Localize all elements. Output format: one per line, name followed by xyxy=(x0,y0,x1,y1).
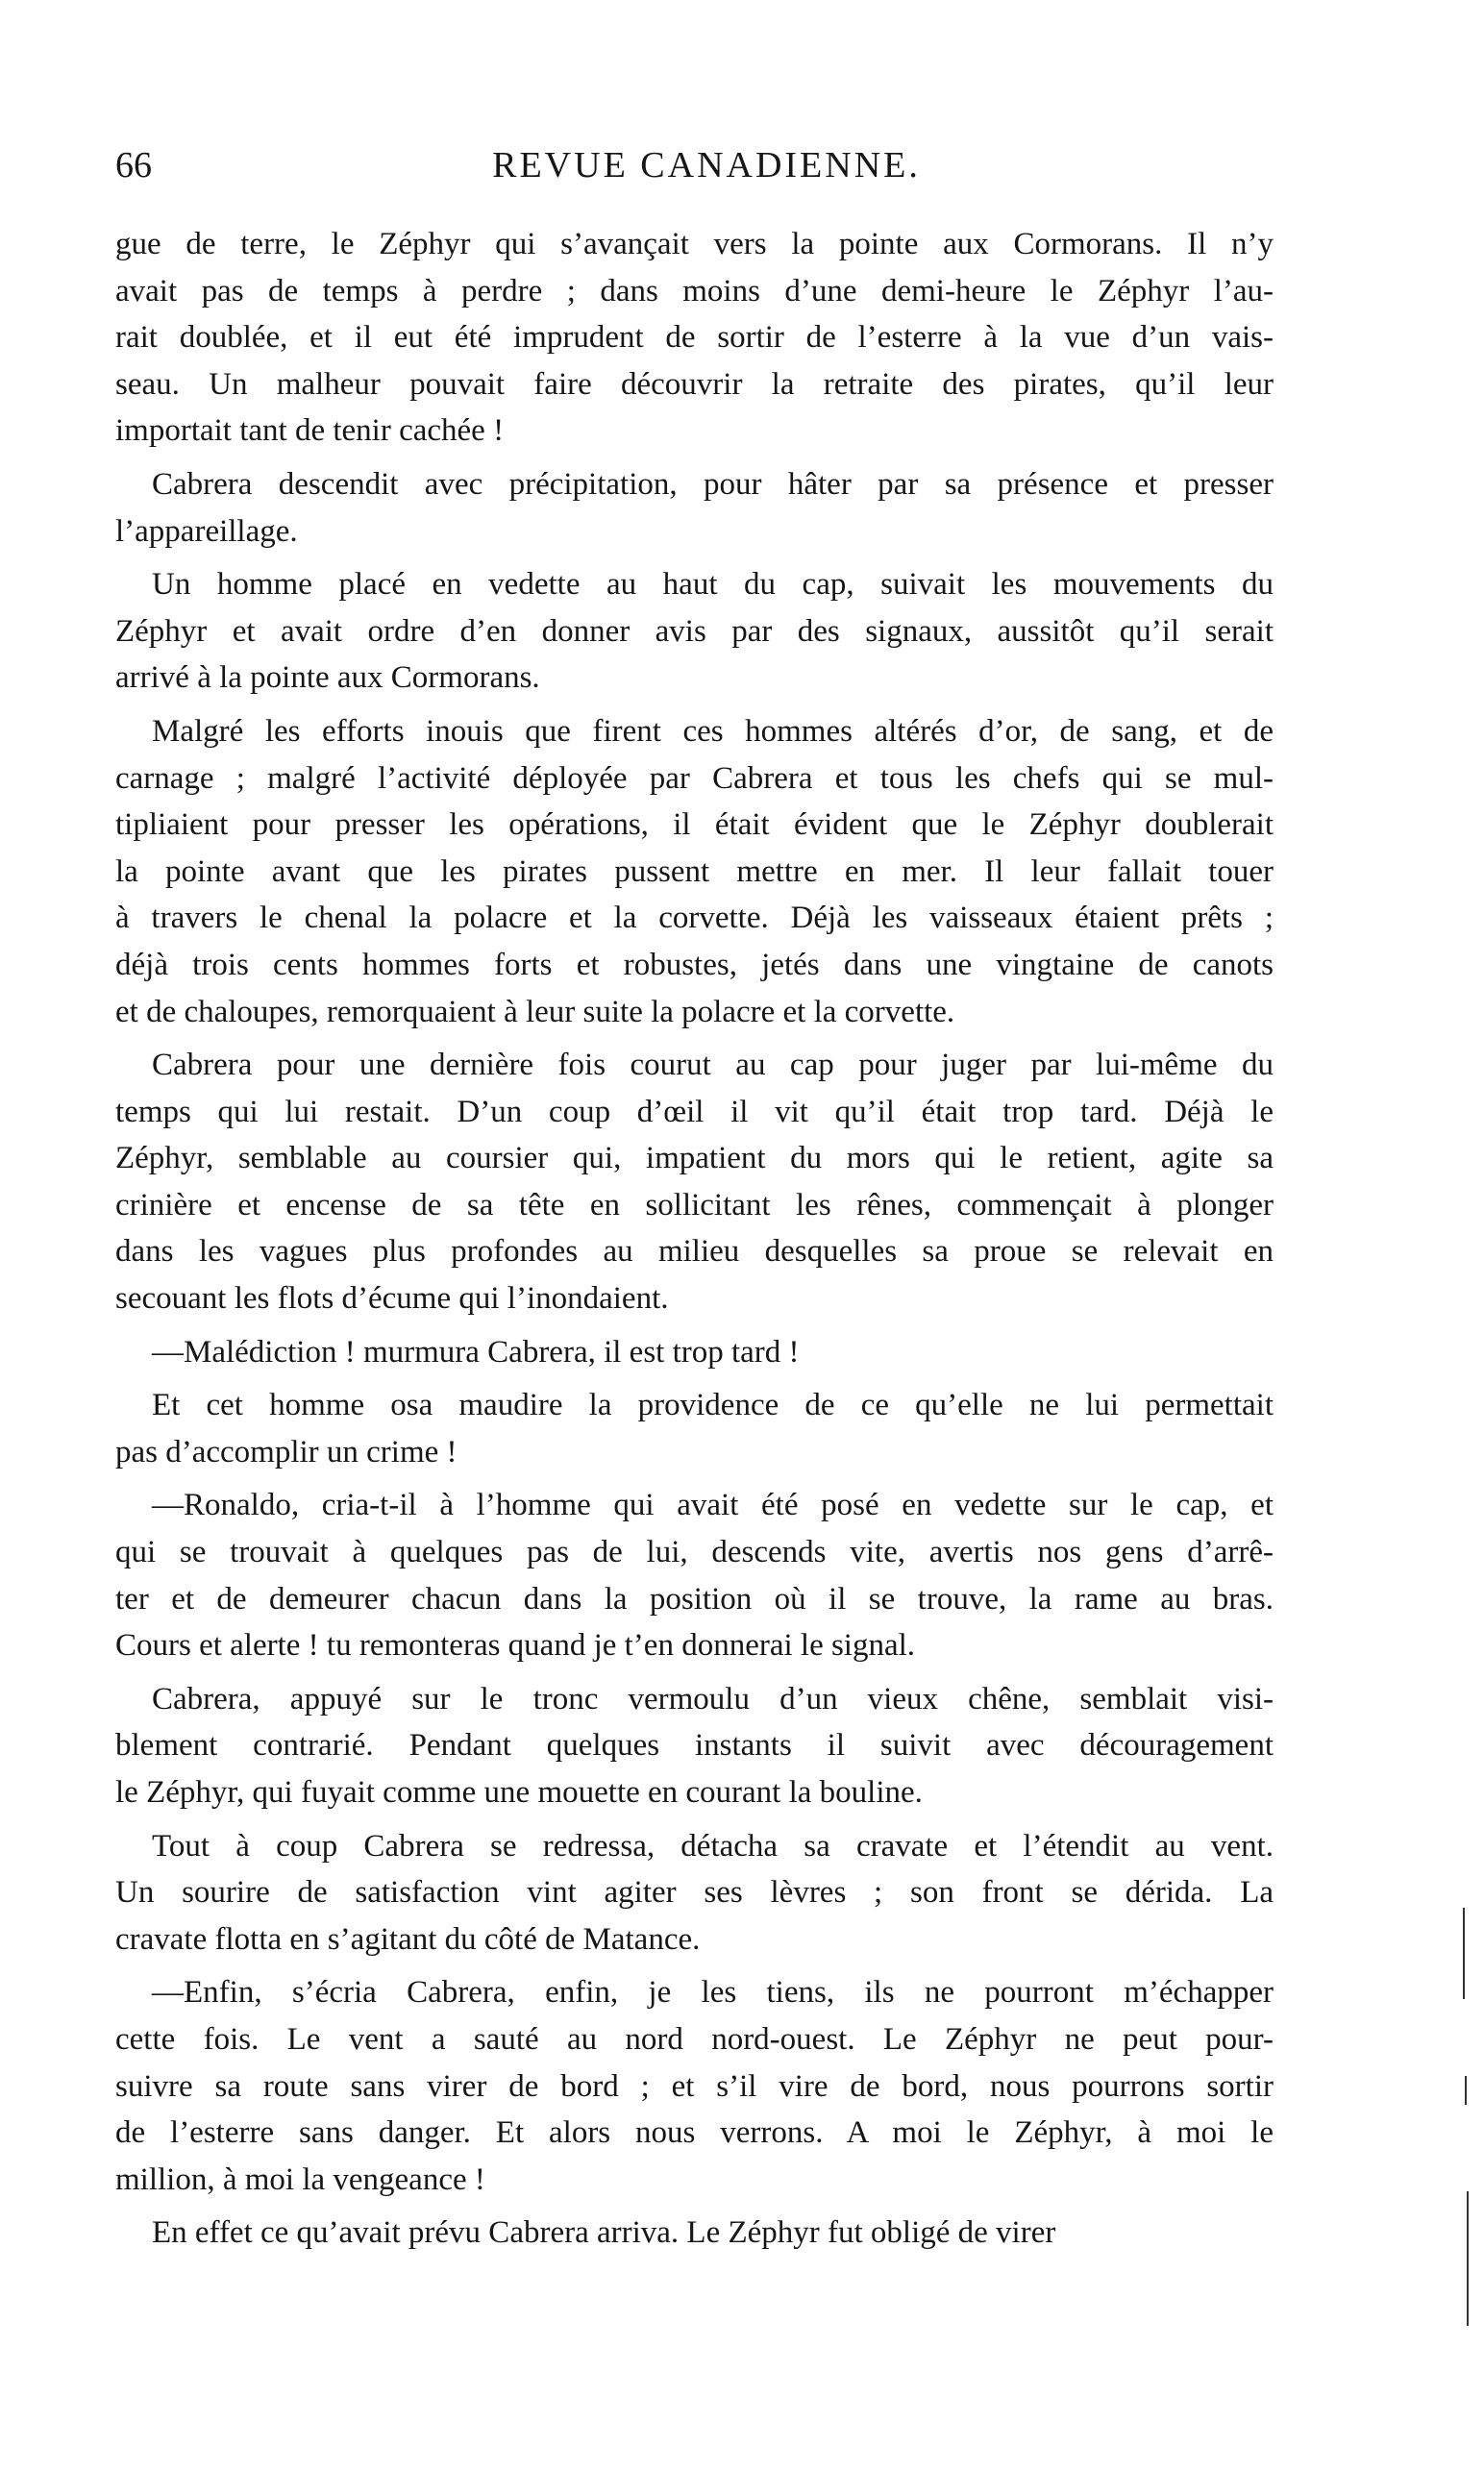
text-line: dans les vagues plus profondes au milieu desquelles sa proue se relevait en xyxy=(115,1234,1274,1270)
text-line: En effet ce qu’avait prévu Cabrera arriva. Le Zéphyr fut obligé de virer xyxy=(152,2215,1056,2251)
text-line: rait doublée, et il eut été imprudent de sortir de l’esterre à la vue d’un vais- xyxy=(115,320,1274,356)
text-line: crinière et encense de sa tête en sollicitant les rênes, commençait à plonger xyxy=(115,1187,1274,1223)
paragraph xyxy=(115,561,1274,702)
text-line: ter et de demeurer chacun dans la position où il se trouve, la rame au bras. xyxy=(115,1581,1274,1617)
text-line: Cours et alerte ! tu remonteras quand je t’en donnerai le signal. xyxy=(115,1628,916,1664)
paragraph-gap xyxy=(115,2203,1274,2210)
text-line: cette fois. Le vent a sauté au nord nord-ouest. Le Zéphyr ne peut pour- xyxy=(115,2021,1274,2057)
paragraph xyxy=(115,1042,1274,1322)
text-line: carnage ; malgré l’activité déployée par Cabrera et tous les chefs qui se mul- xyxy=(115,760,1274,796)
margin-rule-mark xyxy=(1467,2191,1469,2326)
text-line: gue de terre, le Zéphyr qui s’avançait vers la pointe aux Cormorans. Il n’y xyxy=(115,227,1274,261)
text-line: Et cet homme osa maudire la providence de ce qu’elle ne lui permettait xyxy=(152,1388,1274,1423)
text-line: importait tant de tenir cachée ! xyxy=(115,413,505,449)
paragraph-gap xyxy=(115,702,1274,708)
text-line: Zéphyr, semblable au coursier qui, impatient du mors qui le retient, agite sa xyxy=(115,1141,1274,1176)
text-line: la pointe avant que les pirates pussent mettre en mer. Il leur fallait touer xyxy=(115,853,1274,889)
text-line: qui se trouvait à quelques pas de lui, descends vite, avertis nos gens d’arrê- xyxy=(115,1535,1274,1570)
paragraph xyxy=(115,708,1274,1035)
text-line: avait pas de temps à perdre ; dans moins d’une demi-heure le Zéphyr l’au- xyxy=(115,273,1274,309)
text-line: déjà trois cents hommes forts et robustes, jetés dans une vingtaine de canots xyxy=(115,947,1274,982)
text-line: de l’esterre sans danger. Et alors nous verrons. A moi le Zéphyr, à moi le xyxy=(115,2115,1274,2151)
paragraph xyxy=(115,461,1274,555)
paragraph-gap xyxy=(115,555,1274,561)
margin-rule-mark xyxy=(1465,2076,1467,2105)
text-line: Un sourire de satisfaction vint agiter ses lèvres ; son front se dérida. La xyxy=(115,1875,1274,1911)
paragraph-gap xyxy=(115,1963,1274,1969)
journal-title: REVUE CANADIENNE. xyxy=(492,145,921,185)
text-line: tipliaient pour presser les opérations, il était évident que le Zéphyr doublerait xyxy=(115,807,1274,843)
paragraph xyxy=(115,1382,1274,1475)
text-line: l’appareillage. xyxy=(115,513,298,549)
text-line: à travers le chenal la polacre et la corvette. Déjà les vaisseaux étaient prêts ; xyxy=(115,901,1274,936)
paragraph xyxy=(115,2210,1274,2257)
text-line: seau. Un malheur pouvait faire découvrir la retraite des pirates, qu’il leur xyxy=(115,366,1274,402)
paragraph-gap xyxy=(115,1669,1274,1676)
paragraph-gap xyxy=(115,1816,1274,1823)
text-line: suivre sa route sans virer de bord ; et s’il vire de bord, nous pourrons sortir xyxy=(115,2068,1274,2104)
running-head xyxy=(115,144,1274,192)
text-line: —Enfin, s’écria Cabrera, enfin, je les tiens, ils ne pourront m’échapper xyxy=(152,1975,1274,2011)
paragraph xyxy=(115,1482,1274,1668)
text-line: blement contrarié. Pendant quelques instants il suivit avec découragement xyxy=(115,1728,1274,1764)
paragraph-gap xyxy=(115,1475,1274,1482)
text-line: Cabrera, appuyé sur le tronc vermoulu d’un vieux chêne, semblait visi- xyxy=(152,1681,1274,1717)
paragraph-gap xyxy=(115,455,1274,461)
text-line: Zéphyr et avait ordre d’en donner avis par des signaux, aussitôt qu’il serait xyxy=(115,613,1274,649)
text-line: cravate flotta en s’agitant du côté de Matance. xyxy=(115,1921,701,1957)
text-line: —Malédiction ! murmura Cabrera, il est trop tard ! xyxy=(152,1334,800,1370)
text-line: arrivé à la pointe aux Cormorans. xyxy=(115,660,540,696)
text-line: Tout à coup Cabrera se redressa, détacha sa cravate et l’étendit au vent. xyxy=(152,1828,1274,1864)
paragraph-gap xyxy=(115,1035,1274,1042)
paragraph-gap xyxy=(115,1322,1274,1329)
paragraph xyxy=(115,1329,1274,1376)
text-line: le Zéphyr, qui fuyait comme une mouette en courant la bouline. xyxy=(115,1775,923,1810)
text-line: Un homme placé en vedette au haut du cap, suivait les mouvements du xyxy=(152,567,1274,603)
text-line: pas d’accomplir un crime ! xyxy=(115,1434,458,1470)
paragraph xyxy=(115,1676,1274,1816)
text-line: Cabrera pour une dernière fois courut au cap pour juger par lui-même du xyxy=(152,1048,1274,1083)
page-number: 66 xyxy=(115,145,152,185)
paragraph xyxy=(115,1969,1274,2203)
text-line: Cabrera descendit avec précipitation, pour hâter par sa présence et presser xyxy=(152,466,1274,502)
text-line: —Ronaldo, cria-t-il à l’homme qui avait été posé en vedette sur le cap, et xyxy=(152,1488,1274,1523)
paragraph xyxy=(115,221,1274,455)
text-line: temps qui lui restait. D’un coup d’œil il vit qu’il était trop tard. Déjà le xyxy=(115,1094,1274,1129)
paragraph xyxy=(115,1823,1274,1964)
text-line: million, à moi la vengeance ! xyxy=(115,2161,485,2197)
text-line: Malgré les efforts inouis que firent ces hommes altérés d’or, de sang, et de xyxy=(152,713,1274,749)
margin-rule-mark xyxy=(1463,1908,1465,1999)
text-line: secouant les flots d’écume qui l’inondaient. xyxy=(115,1281,669,1317)
paragraph-gap xyxy=(115,1375,1274,1382)
text-line: et de chaloupes, remorquaient à leur suite la polacre et la corvette. xyxy=(115,994,955,1029)
body-text xyxy=(115,221,1274,2257)
